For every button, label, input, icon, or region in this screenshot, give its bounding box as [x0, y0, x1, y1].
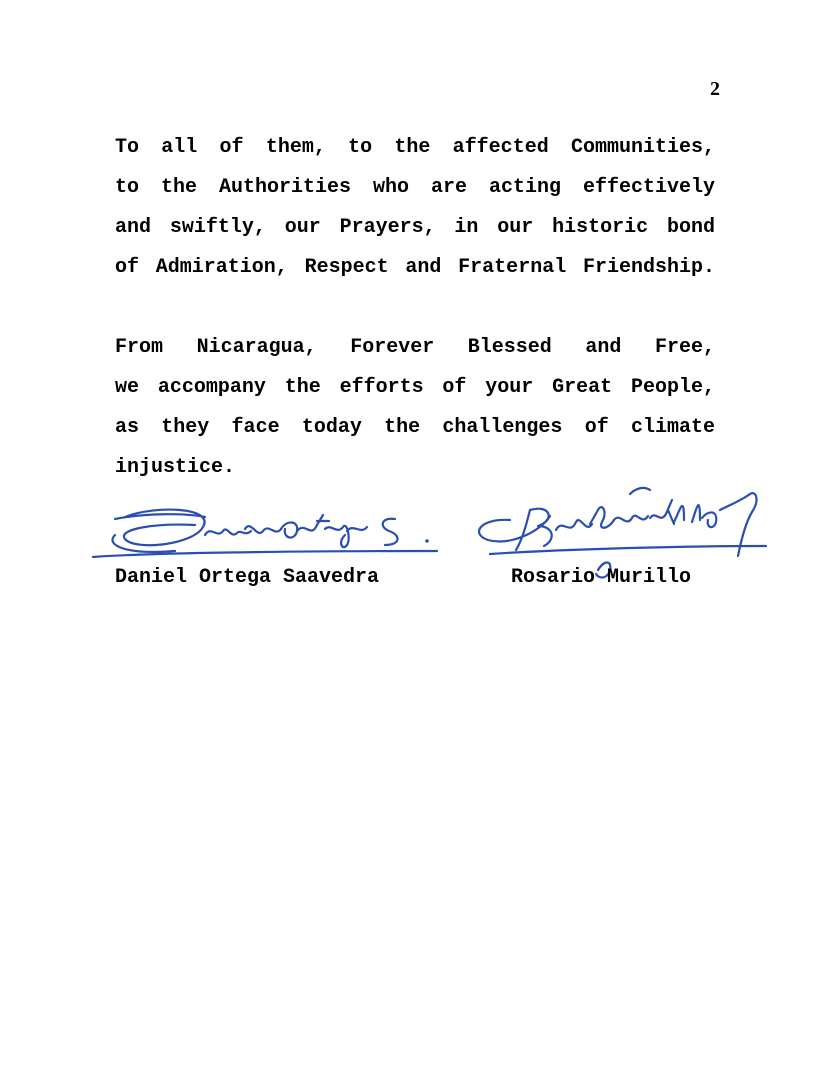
paragraph-line: we accompany the efforts of your Great People, [115, 376, 715, 399]
signatory-name-rosario-murillo: Rosario Murillo [511, 566, 692, 589]
paragraph-line: as they face today the challenges of climate [115, 416, 715, 439]
paragraph-line: To all of them, to the affected Communities, [115, 136, 715, 159]
paragraph-2 [115, 328, 715, 488]
signatory-name-daniel-ortega: Daniel Ortega Saavedra [115, 566, 380, 589]
signature-daniel-ortega [85, 495, 445, 575]
paragraph-1 [115, 128, 715, 288]
page-number: 2 [710, 78, 720, 100]
paragraph-line: injustice. [115, 456, 236, 479]
paragraph-line: of Admiration, Respect and Fraternal Friendship. [115, 256, 715, 279]
paragraph-line: From Nicaragua, Forever Blessed and Free, [115, 336, 715, 359]
paragraph-line: and swiftly, our Prayers, in our historic bond [115, 216, 715, 239]
paragraph-line: to the Authorities who are acting effectively [115, 176, 715, 199]
